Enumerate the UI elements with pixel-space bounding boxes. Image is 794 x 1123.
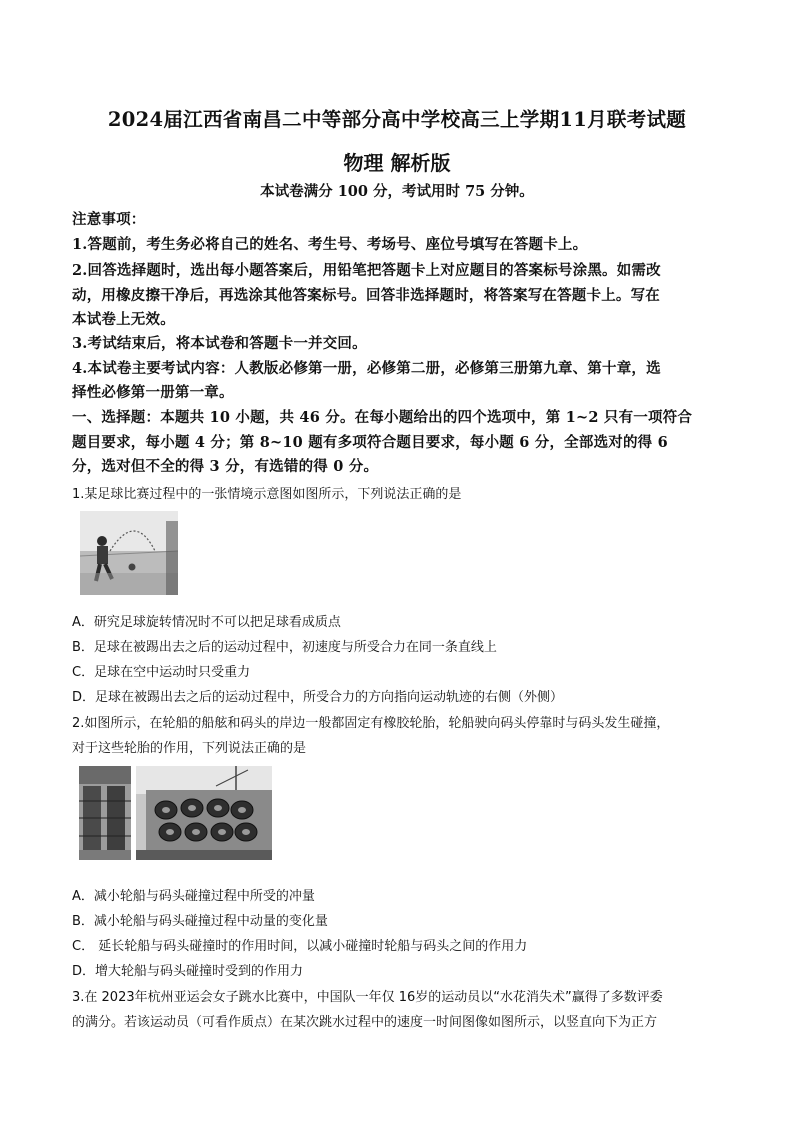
ship-tires-photo	[79, 766, 131, 860]
notice-item-3: 3.考试结束后，将本试卷和答题卡一并交回。	[72, 335, 367, 352]
q3-stem-line-1: 3.在 2023年杭州亚运会女子跳水比赛中，中国队一年仅 16岁的运动员以“水花消失术”赢得了多数评委	[72, 990, 663, 1005]
notice-heading: 注意事项：	[72, 211, 146, 228]
notice-item-1: 1.答题前，考生务必将自己的姓名、考生号、考场号、座位号填写在答题卡上。	[72, 236, 588, 253]
notice-item-2-line-2: 动，用橡皮擦干净后，再选涂其他答案标号。回答非选择题时，将答案写在答题卡上。写在	[72, 287, 660, 304]
section-1-line-1: 一、选择题：本题共 10 小题，共 46 分。在每小题给出的四个选项中，第 1~2 只有一项符合	[72, 409, 693, 426]
exam-info: 本试卷满分 100 分，考试用时 75 分钟。	[260, 183, 534, 200]
q2-option-a: A．减小轮船与码头碰撞过程中所受的冲量	[72, 889, 315, 904]
q2-option-b: B．减小轮船与码头碰撞过程中动量的变化量	[72, 914, 328, 929]
notice-item-4-line-1: 4.本试卷主要考试内容：人教版必修第一册，必修第二册，必修第三册第九章、第十章，选	[72, 360, 661, 377]
q1-option-c: C．足球在空中运动时只受重力	[72, 665, 251, 680]
section-1-line-3: 分，选对但不全的得 3 分，有选错的得 0 分。	[72, 458, 379, 475]
q1-stem: 1.某足球比赛过程中的一张情境示意图如图所示，下列说法正确的是	[72, 487, 462, 502]
football-photo	[80, 511, 178, 595]
document-subtitle: 物理 解析版	[343, 151, 451, 175]
q2-option-d: D．增大轮船与码头碰撞时受到的作用力	[72, 964, 304, 979]
q1-option-a: A．研究足球旋转情况时不可以把足球看成质点	[72, 615, 341, 630]
q2-stem-line-1: 2.如图所示，在轮船的船舷和码头的岸边一般都固定有橡胶轮胎，轮船驶向码头停靠时与码头发生碰撞，	[72, 716, 670, 731]
notice-item-4-line-2: 择性必修第一册第一章。	[72, 384, 234, 401]
q2-option-c: C． 延长轮船与码头碰撞时的作用时间，以减小碰撞时轮船与码头之间的作用力	[72, 939, 528, 954]
notice-item-2-line-1: 2.回答选择题时，选出每小题答案后，用铅笔把答题卡上对应题目的答案标号涂黑。如需改	[72, 262, 661, 279]
q3-stem-line-2: 的满分。若该运动员（可看作质点）在某次跳水过程中的速度一时间图像如图所示，以竖直向下为正方	[72, 1015, 658, 1030]
q2-stem-line-2: 对于这些轮胎的作用，下列说法正确的是	[72, 741, 307, 756]
q1-option-b: B．足球在被踢出去之后的运动过程中，初速度与所受合力在同一条直线上	[72, 640, 497, 655]
section-1-line-2: 题目要求，每小题 4 分；第 8~10 题有多项符合题目要求，每小题 6 分，全部选对的得 6	[72, 434, 668, 451]
dock-tires-photo	[136, 766, 272, 860]
q1-option-d: D．足球在被踢出去之后的运动过程中，所受合力的方向指向运动轨迹的右侧（外侧）	[72, 690, 564, 705]
document-title: 2024届江西省南昌二中等部分高中学校高三上学期11月联考试题	[107, 108, 687, 131]
notice-item-2-line-3: 本试卷上无效。	[72, 311, 175, 328]
